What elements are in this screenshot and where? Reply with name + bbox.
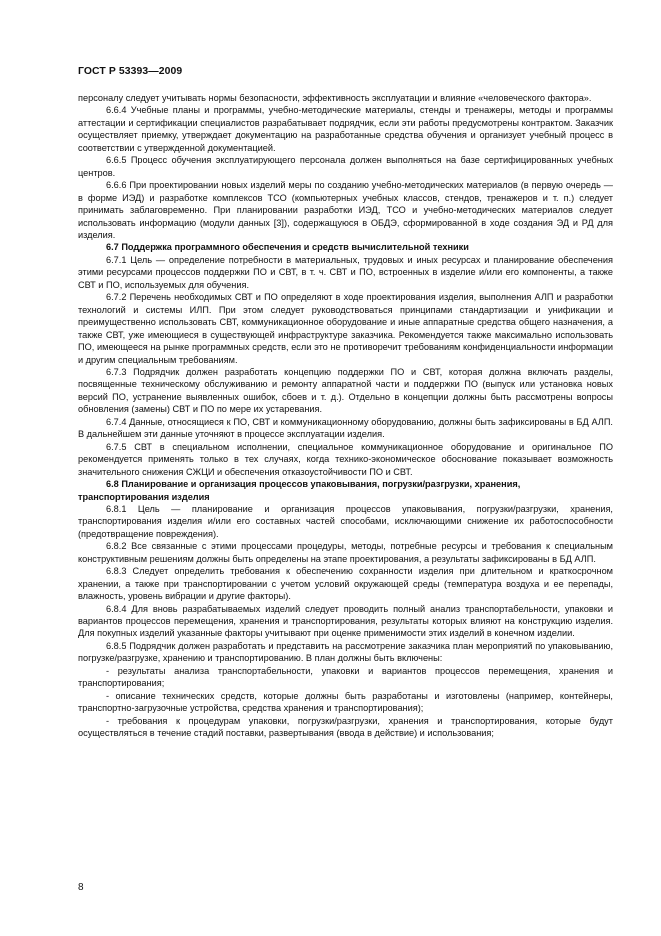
paragraph: 6.8.1 Цель — планирование и организация процессов упаковывания, погрузки/разгрузки, хранения, транспортирования изделия и/или его составных частей способами, исключающими снижение их работоспособности (предотвращение повреждения). xyxy=(78,503,613,539)
paragraph: 6.6.6 При проектировании новых изделий меры по созданию учебно-методических материалов (в первую очередь — в форме ИЭД) и разработке комплексов ТСО (компьютерных учебных классов, стендов, тренажеров и т. п.) следует принимать заблаговременно. При планировании разработки ИЭД, ТСО и учебно-методических материалов следует использовать информацию (модули данных [3]), содержащуюся в ОБДЭ, сформированной в ходе создания ЭД и РД для изделия. xyxy=(78,180,613,240)
paragraph: 6.6.4 Учебные планы и программы, учебно-методические материалы, стенды и тренажеры, методы и программы аттестации и сертификации специалистов разрабатывает подрядчик, если эти работы предусмотрены контрактом. Заказчик осуществляет приемку, утверждает документацию на разработанные средства обучения и организует учебный процесс в соответствии с утвержденной документацией. xyxy=(78,105,613,153)
paragraph: 6.7.5 СВТ в специальном исполнении, специальное коммуникационное оборудование и оригинальное ПО рекомендуется применять только в тех случаях, когда технико-экономическое обоснование показывает возможность значительного снижения СЖЦИ и обеспечения отказоустойчивости ПО и СВТ. xyxy=(78,441,613,477)
paragraph: 6.8.5 Подрядчик должен разработать и представить на рассмотрение заказчика план мероприятий по упаковыванию, погрузке/разгрузке, хранению и транспортированию. В план должны быть включены: xyxy=(78,640,613,664)
paragraph: 6.7.1 Цель — определение потребности в материальных, трудовых и иных ресурсах и планирование обеспечения этими ресурсами процессов поддержки ПО и СВТ, в т. ч. СВТ и ПО, встроенных в изделие и/или его компоненты, а также СВТ и ПО, используемых для обучения. xyxy=(78,254,613,290)
paragraph: - требования к процедурам упаковки, погрузки/разгрузки, хранения и транспортирования, которые будут осуществляться в течение стадий поставки, развертывания (ввода в действие) и использования; xyxy=(78,715,613,739)
paragraph-continuation: персоналу следует учитывать нормы безопасности, эффективность эксплуатации и влияние «человеческого фактора». xyxy=(78,93,592,103)
document-header: ГОСТ Р 53393—2009 xyxy=(78,66,183,77)
paragraph: 6.8.3 Следует определить требования к обеспечению сохранности изделия при длительном и краткосрочном хранении, а также при транспортировании с учетом условий окружающей среды (температура воздуха и ее перепады, влажность, уровень вибрации и другие факторы). xyxy=(78,566,613,602)
paragraph: 6.6.5 Процесс обучения эксплуатирующего персонала должен выполняться на базе сертифицированных учебных центров. xyxy=(78,155,613,178)
paragraph: 6.7.3 Подрядчик должен разработать концепцию поддержки ПО и СВТ, которая должна включать разделы, посвященные техническому обслуживанию и ремонту аппаратной части и поддержки ПО (выпуск или установка новых версий ПО, устранение выявленных ошибок, сбоев и т. д.). Отдельно в концепции должны быть рассмотрены вопросы обновления (замены) СВТ и ПО по мере их устаревания. xyxy=(78,366,613,415)
paragraph: 6.7.2 Перечень необходимых СВТ и ПО определяют в ходе проектирования изделия, выполнения АЛП и разработки технологий и системы ИЛП. При этом следует руководствоваться принципами стандартизации и унификации и преимущественно использовать СВТ, коммуникационное оборудование и иные аппаратные средства общего назначения, а также СВТ, уже имеющиеся в существующей инфраструктуре заказчика. Рекомендуется также максимально использовать ПО, имеющееся на рынке программных средств, если это не противоречит требованиям конфиденциальности информации и другим специальным требованиям. xyxy=(78,292,613,365)
paragraph: - описание технических средств, которые должны быть разработаны и изготовлены (например, контейнеры, транспортно-загрузочные устройства, средства хранения и транспортирования); xyxy=(78,690,613,714)
page-number: 8 xyxy=(78,882,84,893)
section-heading: 6.7 Поддержка программного обеспечения и средств вычислительной техники xyxy=(106,242,469,253)
paragraph: 6.7.4 Данные, относящиеся к ПО, СВТ и коммуникационному оборудованию, должны быть зафиксированы в БД АЛП. В дальнейшем эти данные уточняют в процессе эксплуатации изделия. xyxy=(78,416,613,440)
paragraph: - результаты анализа транспортабельности, упаковки и вариантов процессов перемещения, хранения и транспортирования; xyxy=(78,665,613,689)
paragraph: 6.8.2 Все связанные с этими процессами процедуры, методы, потребные ресурсы и требования к специальным конструктивным решениям должны быть определены на этапе проектирования, а результаты зафиксированы в БД АЛП. xyxy=(78,541,613,564)
document-body xyxy=(78,92,613,740)
section-heading: 6.8 Планирование и организация процессов упаковывания, погрузки/разгрузки, хранения, транспортирования изделия xyxy=(78,479,521,502)
paragraph: 6.8.4 Для вновь разрабатываемых изделий следует проводить полный анализ транспортабельности, упаковки и вариантов процессов перемещения, хранения и транспортирования, результаты которых влияют на конструкцию изделия. Для покупных изделий указанные факторы учитывают при оценке применимости этих изделий в конечном изделии. xyxy=(78,603,613,639)
